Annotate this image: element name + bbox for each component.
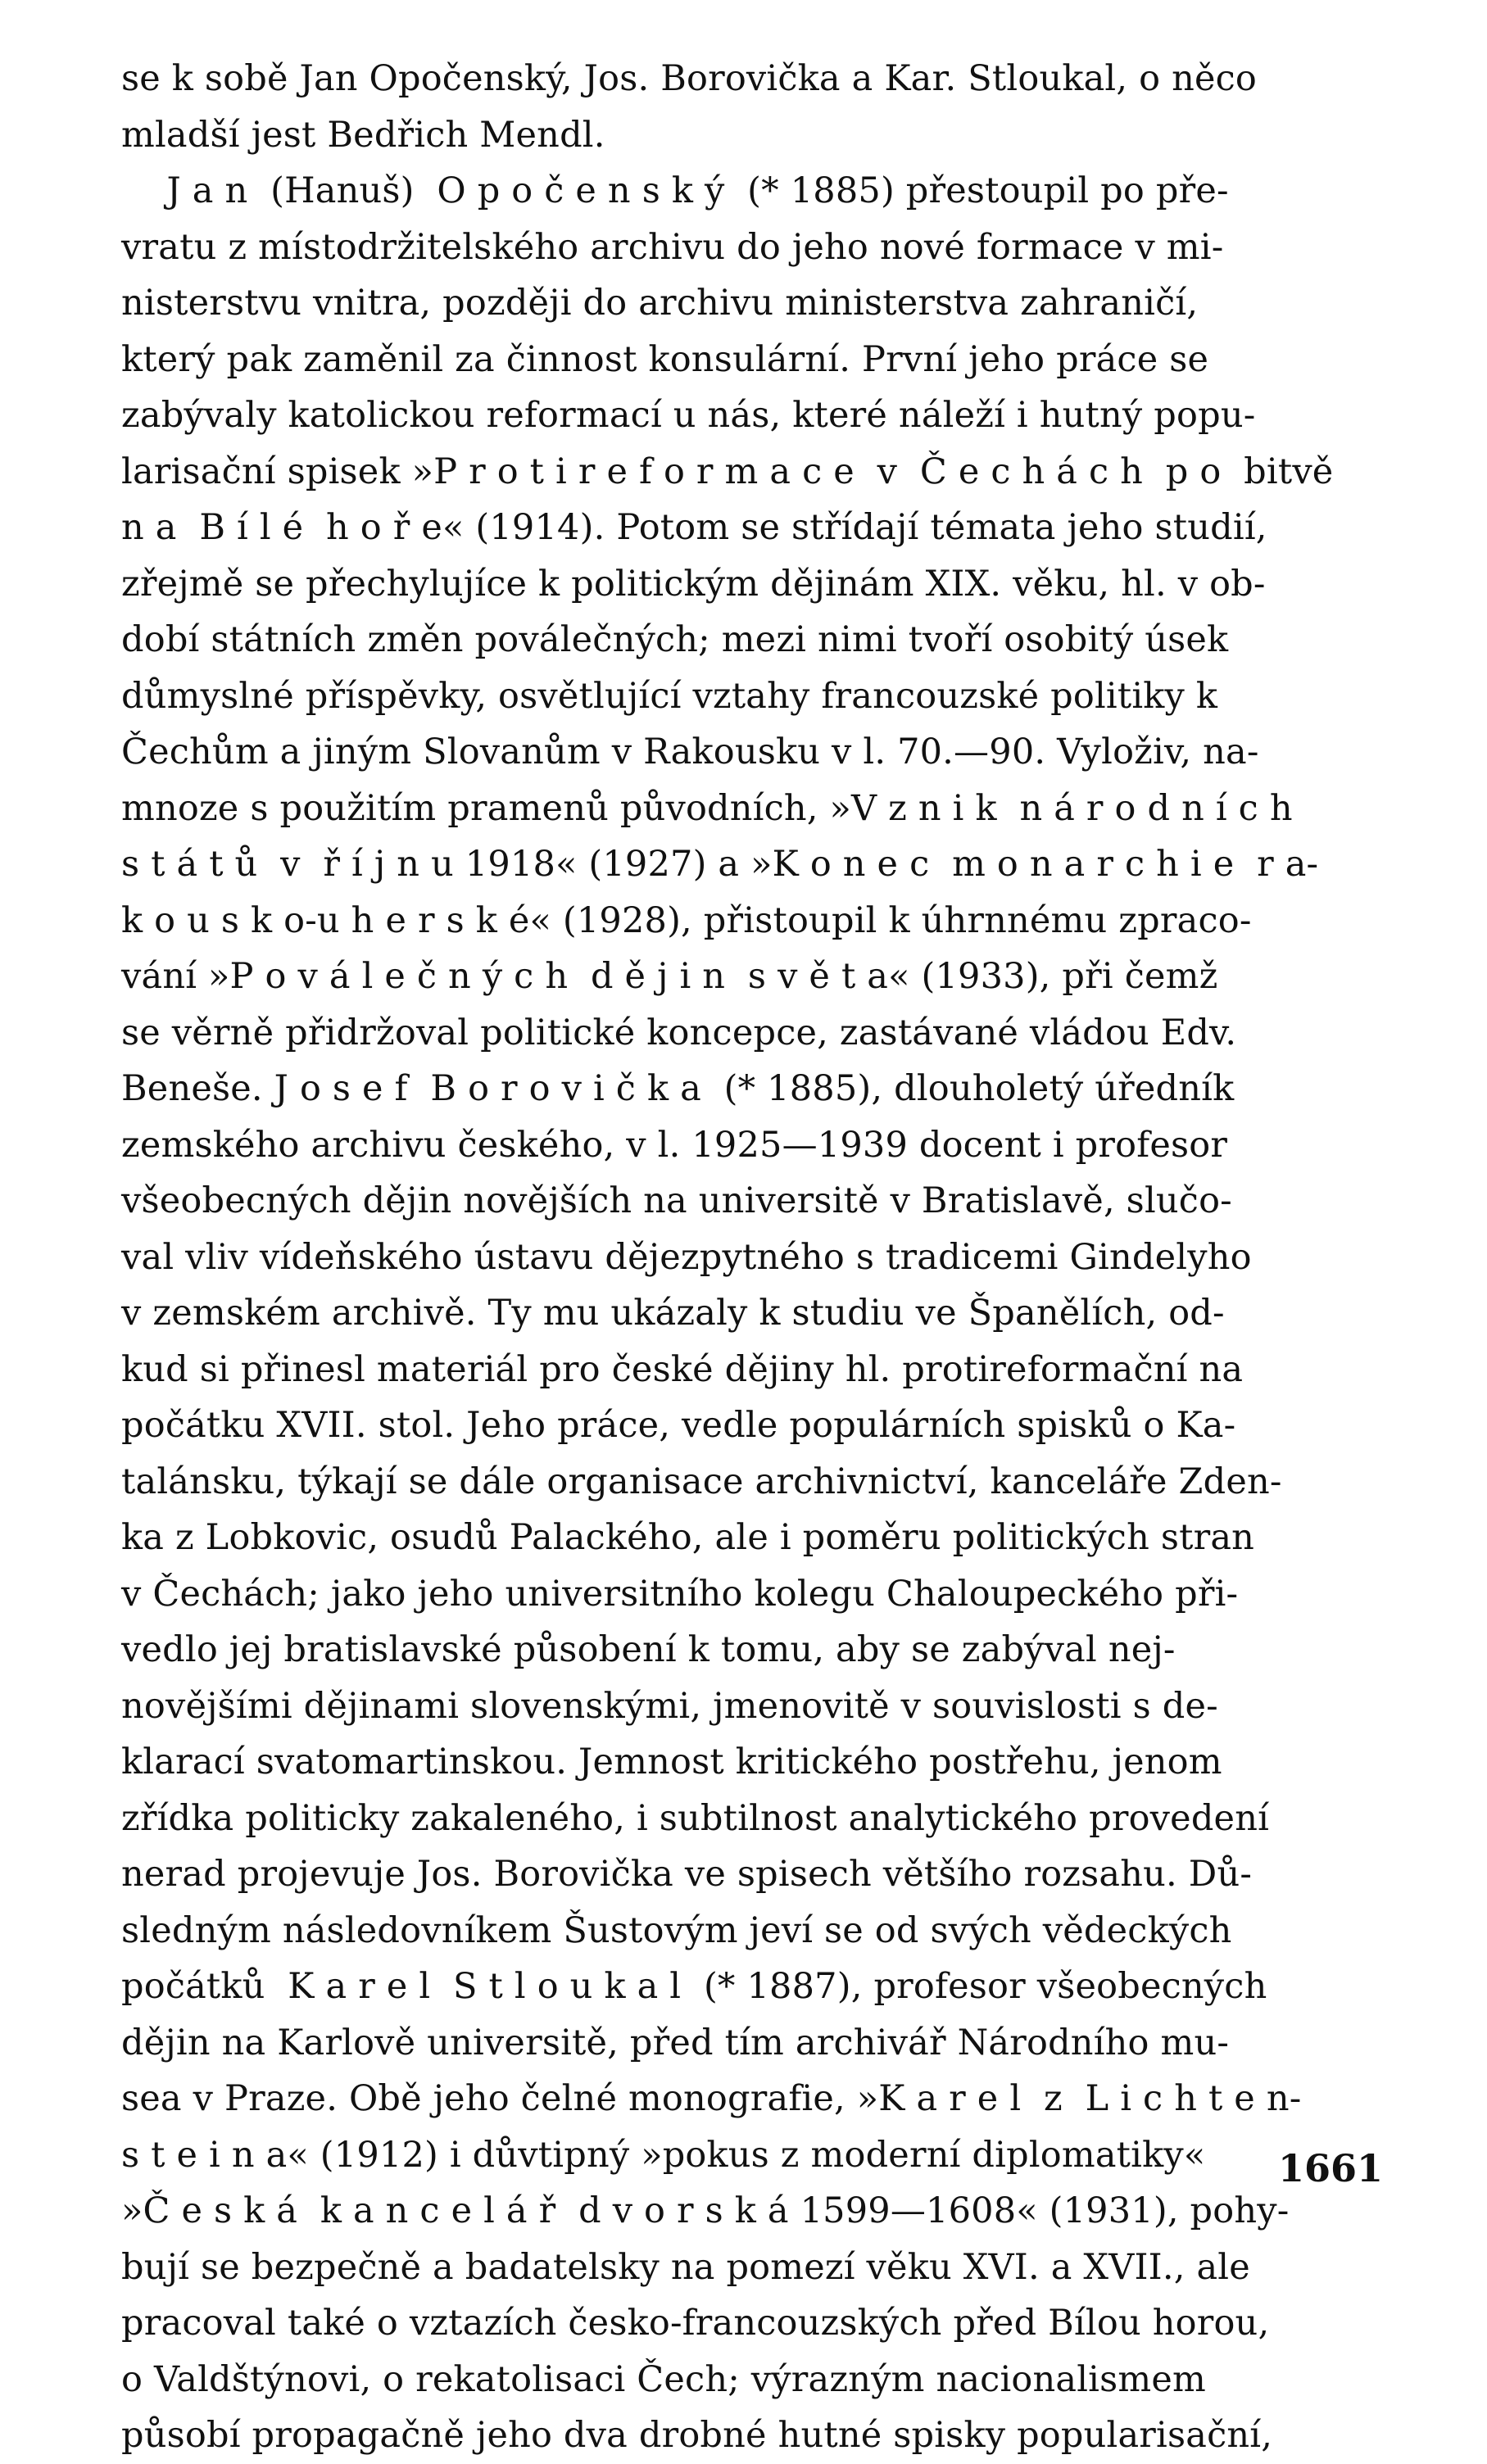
text-line: val vliv vídeňského ústavu dějezpytného s tradicemi Gindelyho xyxy=(121,1236,1252,1278)
page-number: 1661 xyxy=(1278,2146,1384,2190)
text-line: bují se bezpečně a badatelsky na pomezí věku XVI. a XVII., ale xyxy=(121,2246,1250,2288)
text-line: počátků K a r e l S t l o u k a l (* 1887), profesor všeobecných xyxy=(121,1966,1267,2007)
body-text xyxy=(121,51,1384,2464)
text-line: pracoval také o vztazích česko-francouzských před Bílou horou, xyxy=(121,2303,1270,2344)
text-line: sledným následovníkem Šustovým jeví se od svých vědeckých xyxy=(121,1909,1232,1951)
text-line: Beneše. J o s e f B o r o v i č k a (* 1885), dlouholetý úředník xyxy=(121,1068,1235,1109)
text-line: v zemském archivě. Ty mu ukázaly k studiu ve Španělích, od- xyxy=(121,1293,1225,1334)
text-line: vání »P o v á l e č n ý c h d ě j i n s v ě t a« (1933), při čemž xyxy=(121,956,1218,997)
text-line: kud si přinesl materiál pro české dějiny hl. protireformační na xyxy=(121,1348,1244,1390)
text-line: všeobecných dějin novějších na universitě v Bratislavě, slučo- xyxy=(121,1180,1232,1221)
text-line: se věrně přidržoval politické koncepce, zastávané vládou Edv. xyxy=(121,1012,1237,1053)
text-line: novějšími dějinami slovenskými, jmenovitě v souvislosti s de- xyxy=(121,1685,1218,1727)
text-line: zřejmě se přechylujíce k politickým dějinám XIX. věku, hl. v ob- xyxy=(121,563,1266,605)
text-line: se k sobě Jan Opočenský, Jos. Borovička a Kar. Stloukal, o něco xyxy=(121,58,1257,99)
text-line: mladší jest Bedřich Mendl. xyxy=(121,114,605,156)
text-line: s t e i n a« (1912) i důvtipný »pokus z moderní diplomatiky« xyxy=(121,2134,1206,2176)
text-line: Čechům a jiným Slovanům v Rakousku v l. 70.—90. Vyloživ, na- xyxy=(121,732,1259,772)
text-line: »Č e s k á k a n c e l á ř d v o r s k á 1599—1608« (1931), pohy- xyxy=(121,2190,1290,2231)
text-line: n a B í l é h o ř e« (1914). Potom se střídají témata jeho studií, xyxy=(121,507,1267,548)
text-line: ka z Lobkovic, osudů Palackého, ale i poměru politických stran xyxy=(121,1517,1255,1558)
text-line: o Valdštýnovi, o rekatolisaci Čech; výrazným nacionalismem xyxy=(121,2358,1207,2400)
text-line: klarací svatomartinskou. Jemnost kritického postřehu, jenom xyxy=(121,1742,1222,1782)
text-line: k o u s k o-u h e r s k é« (1928), přistoupil k úhrnnému zpraco- xyxy=(121,899,1252,941)
text-line: zabývaly katolickou reformací u nás, které náleží i hutný popu- xyxy=(121,395,1256,436)
text-line: dějin na Karlově universitě, před tím archivář Národního mu- xyxy=(121,2022,1230,2063)
text-line: působí propagačně jeho dva drobné hutné spisky popularisační, xyxy=(121,2415,1273,2456)
text-line: nerad projevuje Jos. Borovička ve spisech většího rozsahu. Dů- xyxy=(121,1854,1253,1895)
text-line: který pak zaměnil za činnost konsulární. První jeho práce se xyxy=(121,338,1209,380)
text-line: talánsku, týkají se dále organisace archivnictví, kanceláře Zden- xyxy=(121,1461,1282,1502)
text-line: nisterstvu vnitra, později do archivu ministerstva zahraničí, xyxy=(121,283,1199,324)
text-line: s t á t ů v ř í j n u 1918« (1927) a »K o n e c m o n a r c h i e r a- xyxy=(121,844,1319,885)
text-line: J a n (Hanuš) O p o č e n s k ý (* 1885) přestoupil po pře- xyxy=(121,170,1229,211)
text-line: dobí státních změn poválečných; mezi nimi tvoří osobitý úsek xyxy=(121,619,1229,660)
text-line: mnoze s použitím pramenů původních, »V z n i k n á r o d n í c h xyxy=(121,787,1293,829)
text-line: v Čechách; jako jeho universitního kolegu Chaloupeckého při- xyxy=(121,1573,1239,1615)
text-line: zřídka politicky zakaleného, i subtilnost analytického provedení xyxy=(121,1797,1270,1839)
text-line: sea v Praze. Obě jeho čelné monografie, »K a r e l z L i c h t e n- xyxy=(121,2078,1302,2119)
text-line: zemského archivu českého, v l. 1925—1939 docent i profesor xyxy=(121,1124,1228,1166)
text-line: vedlo jej bratislavské působení k tomu, aby se zabýval nej- xyxy=(121,1629,1176,1670)
text-line: larisační spisek »P r o t i r e f o r m a c e v Č e c h á c h p o bitvě xyxy=(121,451,1334,492)
text-line: důmyslné příspěvky, osvětlující vztahy francouzské politiky k xyxy=(121,675,1218,717)
text-line: počátku XVII. stol. Jeho práce, vedle populárních spisků o Ka- xyxy=(121,1405,1236,1446)
text-line: vratu z místodržitelského archivu do jeho nové formace v mi- xyxy=(121,226,1224,268)
